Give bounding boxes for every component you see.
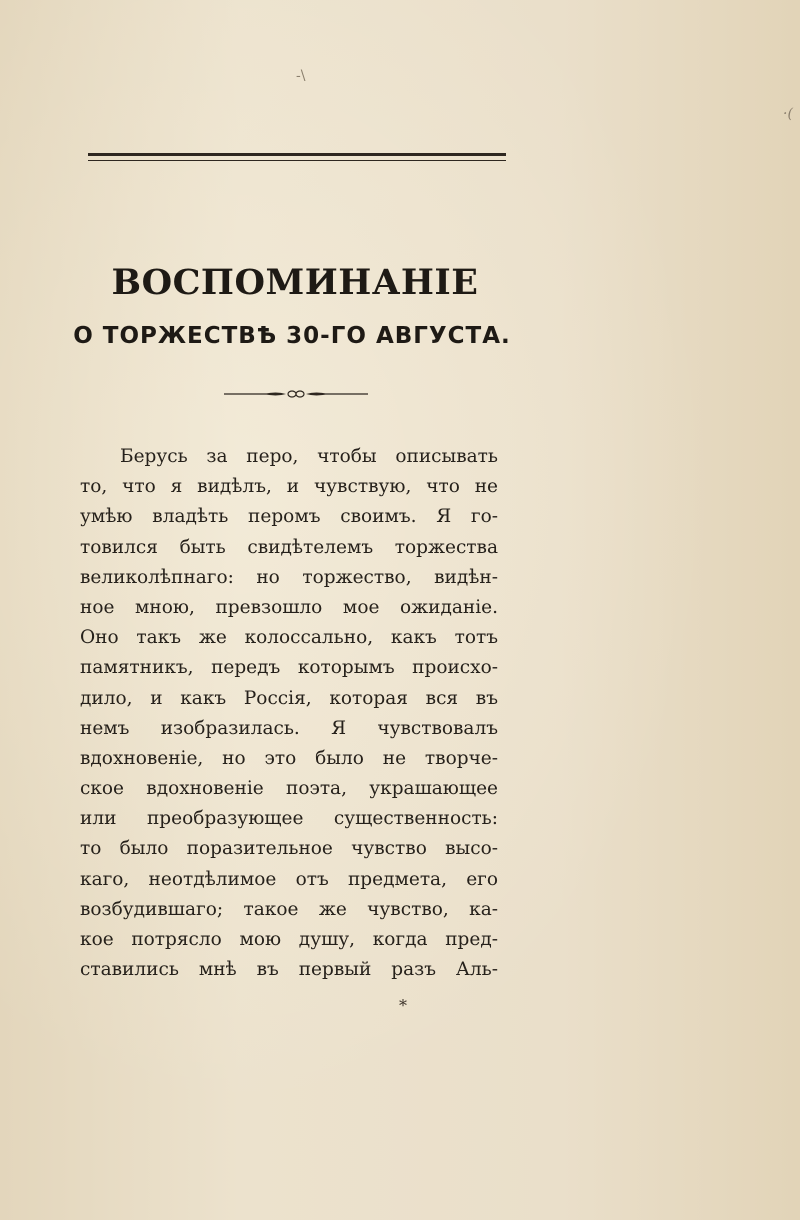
body-line: ставились мнѣ въ первый разъ Аль- [80, 959, 498, 981]
body-line: товился быть свидѣтелемъ торжества [80, 536, 498, 558]
page-subtitle: О ТОРЖЕСТВѢ 30-ГО АВГУСТА. [73, 323, 511, 349]
body-line: Оно такъ же колоссально, какъ тотъ [80, 627, 498, 649]
ornament-divider [224, 388, 368, 400]
page-title: ВОСПОМИНАНІЕ [111, 262, 479, 303]
body-line: то, что я видѣлъ, и чувствую, что не [80, 476, 498, 498]
body-line: Берусь за перо, чтобы описывать [120, 446, 498, 467]
body-line: возбудившаго; такое же чувство, ка- [80, 898, 498, 920]
body-line: ское вдохновеніе поэта, украшающее [80, 778, 498, 800]
body-line: то было поразительное чувство высо- [80, 838, 498, 860]
footer-asterisk: * [399, 996, 407, 1015]
body-line: дило, и какъ Россія, которая вся въ [80, 687, 498, 709]
right-margin-mark: ·( [783, 106, 793, 122]
header-double-rule [88, 153, 506, 161]
body-text [80, 442, 498, 985]
body-line: ное мною, превзошло мое ожиданіе. [80, 596, 498, 618]
top-margin-mark: -\ [296, 68, 306, 84]
body-line: великолѣпнаго: но торжество, видѣн- [80, 566, 498, 588]
body-line: немъ изобразилась. Я чувствовалъ [80, 717, 498, 739]
body-line: вдохновеніе, но это было не творче- [80, 747, 498, 769]
body-line: умѣю владѣть перомъ своимъ. Я го- [80, 506, 498, 528]
body-line: кое потрясло мою душу, когда пред- [80, 929, 498, 950]
body-line: или преобразующее существенность: [80, 808, 498, 830]
body-line: каго, неотдѣлимое отъ предмета, его [80, 868, 498, 890]
body-line: памятникъ, передъ которымъ происхо- [80, 657, 498, 679]
